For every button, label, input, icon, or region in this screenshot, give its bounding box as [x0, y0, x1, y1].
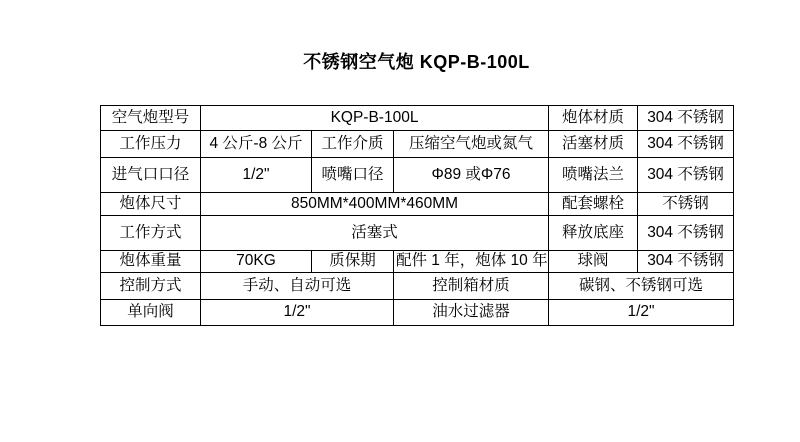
spec-value-cell: 304 不锈钢	[638, 158, 734, 193]
spec-value-cell: 4 公斤-8 公斤	[201, 131, 312, 158]
spec-value-cell: 配件 1 年，炮体 10 年	[394, 251, 549, 273]
spec-value-cell: KQP-B-100L	[201, 106, 549, 131]
table-row	[101, 273, 734, 300]
table-row	[101, 251, 734, 273]
spec-value-cell: 碳钢、不锈钢可选	[549, 273, 734, 300]
table-row	[101, 193, 734, 216]
spec-value-cell: 1/2"	[549, 300, 734, 326]
spec-label-cell: 工作压力	[101, 131, 201, 158]
table-row	[101, 300, 734, 326]
spec-label-cell: 炮体材质	[549, 106, 638, 131]
table-row	[101, 216, 734, 251]
spec-label-cell: 油水过滤器	[394, 300, 549, 326]
spec-label-cell: 单向阀	[101, 300, 201, 326]
page-title: 不锈钢空气炮 KQP-B-100L	[303, 52, 530, 72]
spec-value-cell: 压缩空气炮或氮气	[394, 131, 549, 158]
spec-label-cell: 控制方式	[101, 273, 201, 300]
spec-label-cell: 配套螺栓	[549, 193, 638, 216]
spec-value-cell: 不锈钢	[638, 193, 734, 216]
spec-label-cell: 喷嘴法兰	[549, 158, 638, 193]
spec-label-cell: 炮体重量	[101, 251, 201, 273]
spec-label-cell: 球阀	[549, 251, 638, 273]
spec-label-cell: 工作介质	[312, 131, 394, 158]
spec-label-cell: 工作方式	[101, 216, 201, 251]
spec-value-cell: 活塞式	[201, 216, 549, 251]
spec-label-cell: 进气口口径	[101, 158, 201, 193]
spec-label-cell: 炮体尺寸	[101, 193, 201, 216]
spec-value-cell: 手动、自动可选	[201, 273, 394, 300]
spec-value-cell: 304 不锈钢	[638, 106, 734, 131]
spec-label-cell: 释放底座	[549, 216, 638, 251]
spec-value-cell: Φ89 或Φ76	[394, 158, 549, 193]
table-row	[101, 106, 734, 131]
spec-value-cell: 304 不锈钢	[638, 216, 734, 251]
spec-value-cell: 304 不锈钢	[638, 131, 734, 158]
table-row	[101, 158, 734, 193]
spec-value-cell: 1/2"	[201, 300, 394, 326]
spec-label-cell: 喷嘴口径	[312, 158, 394, 193]
spec-label-cell: 控制箱材质	[394, 273, 549, 300]
spec-label-cell: 活塞材质	[549, 131, 638, 158]
spec-value-cell: 850MM*400MM*460MM	[201, 193, 549, 216]
spec-value-cell: 304 不锈钢	[638, 251, 734, 273]
spec-value-cell: 70KG	[201, 251, 312, 273]
spec-value-cell: 1/2"	[201, 158, 312, 193]
table-row	[101, 131, 734, 158]
spec-table	[100, 105, 734, 326]
spec-label-cell: 质保期	[312, 251, 394, 273]
spec-label-cell: 空气炮型号	[101, 106, 201, 131]
